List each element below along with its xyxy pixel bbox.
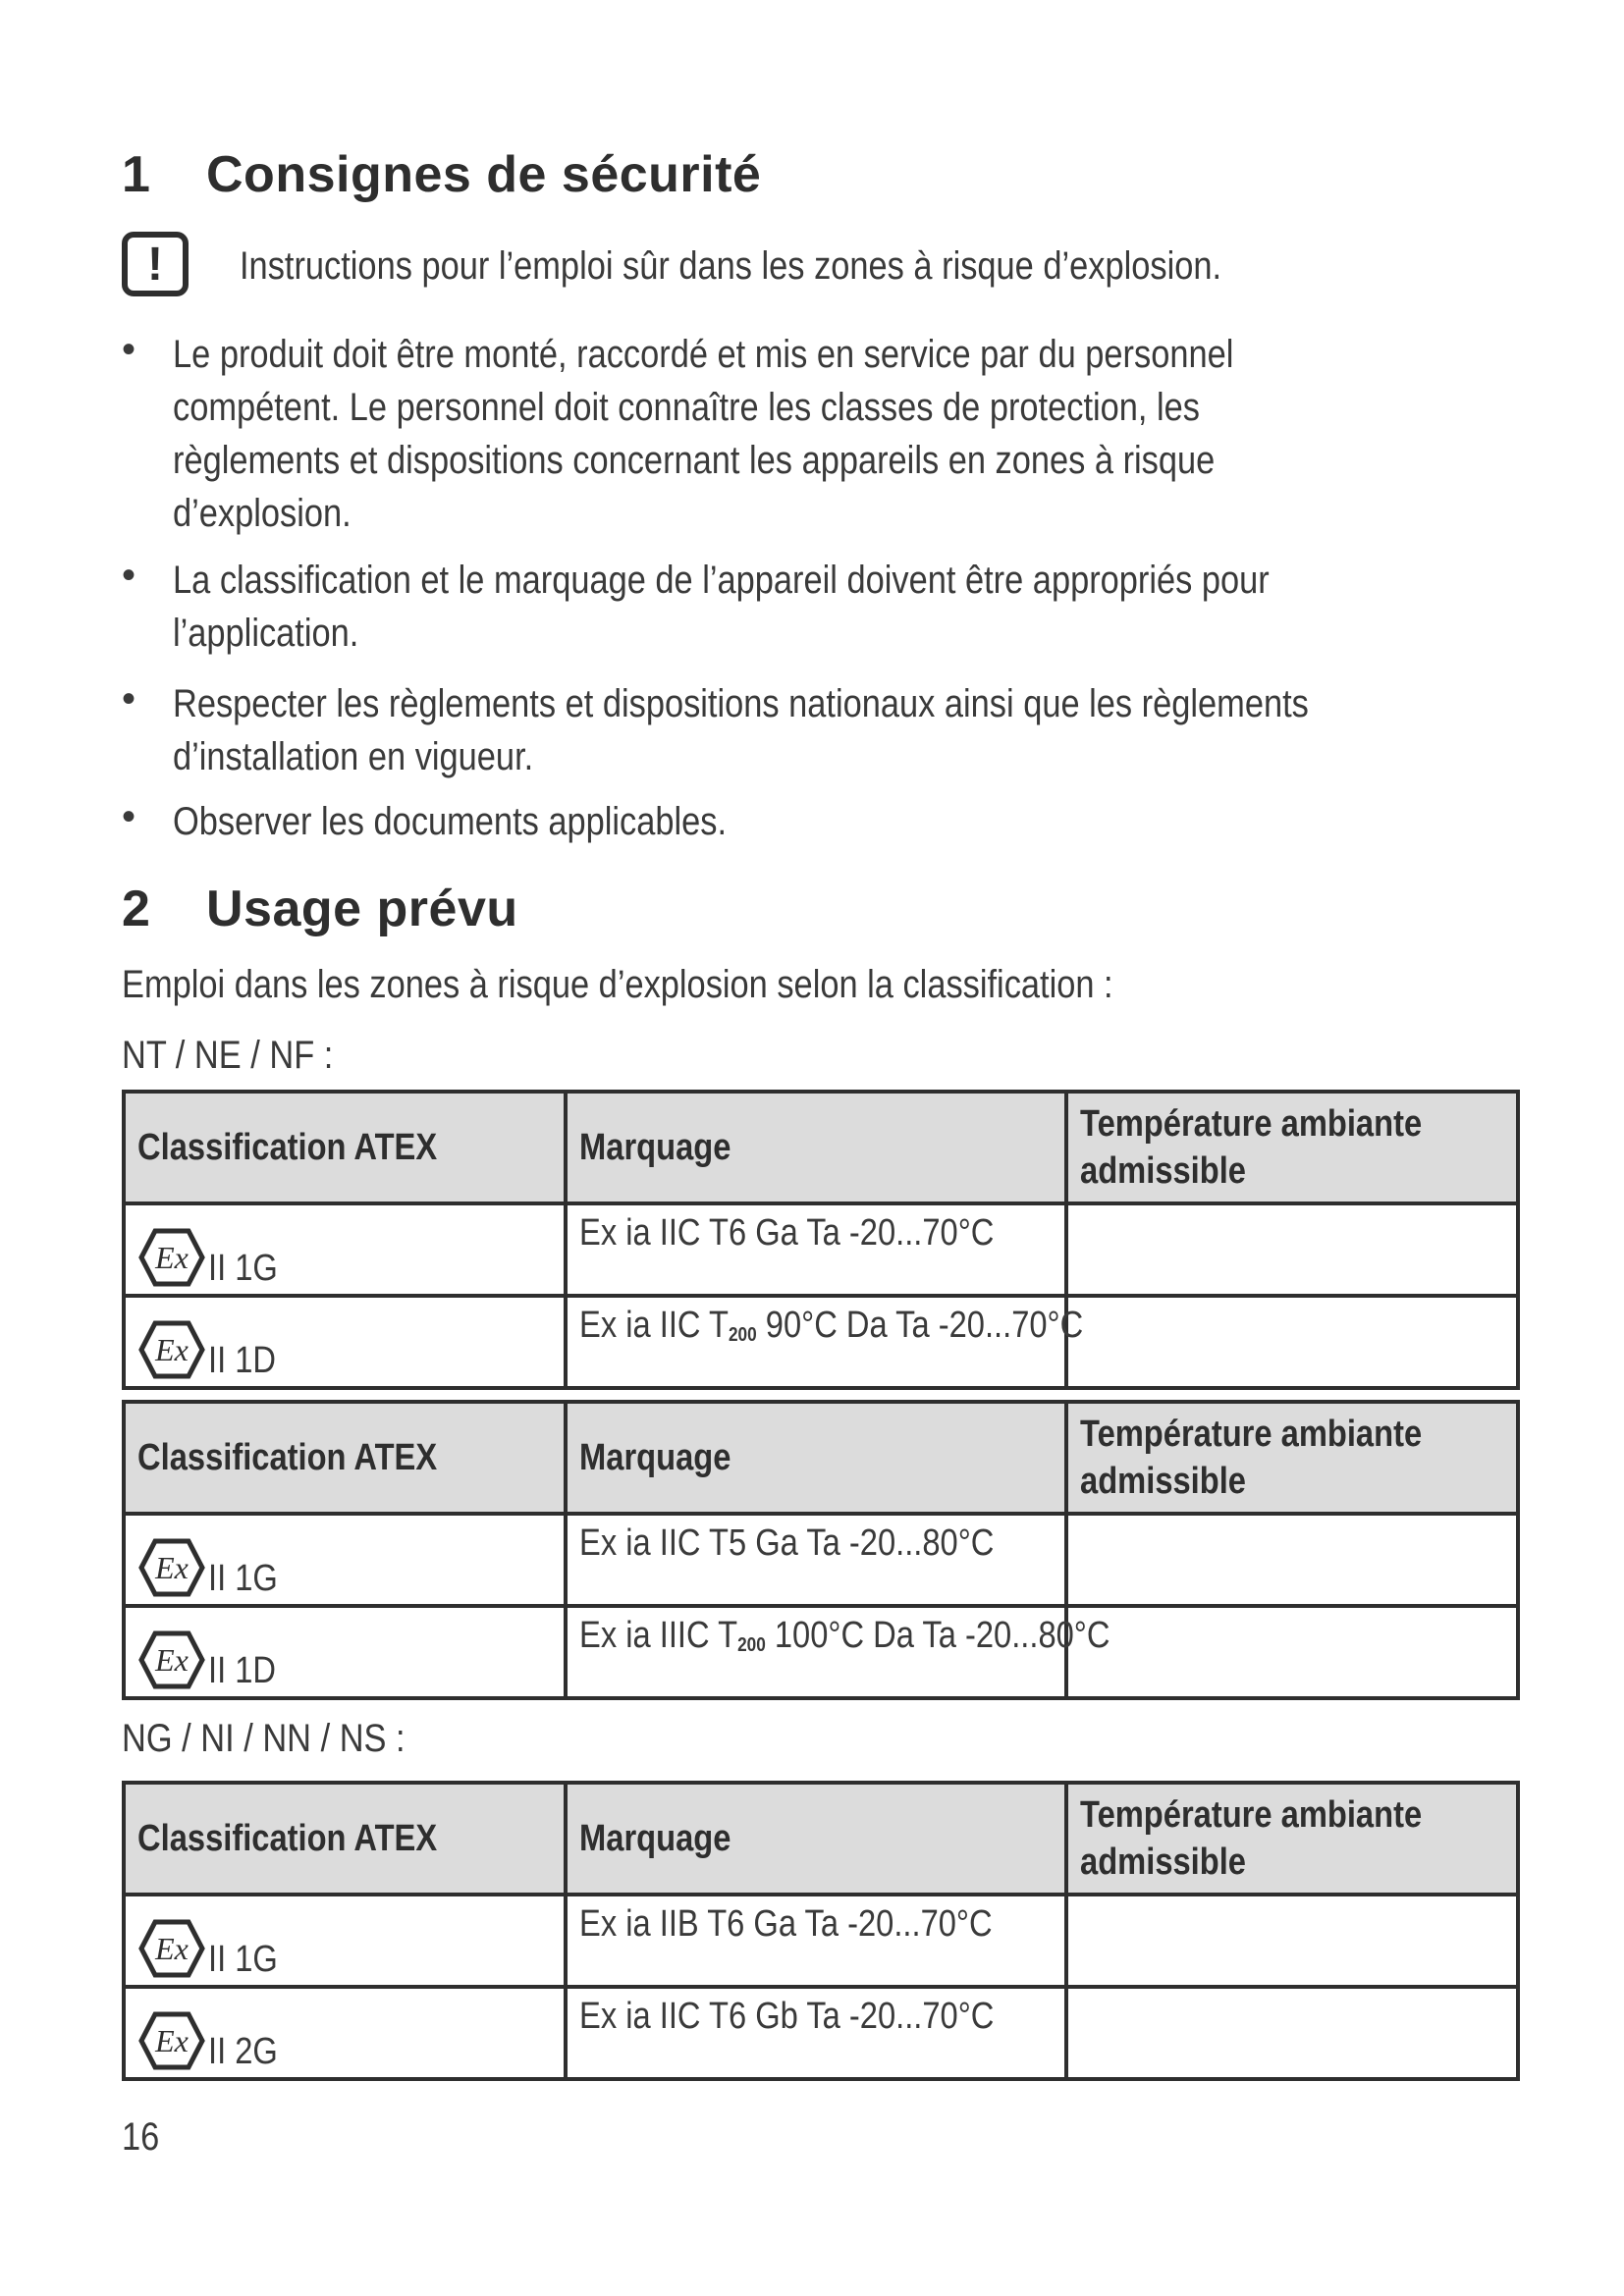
- atex-table-3: [122, 1781, 1520, 2081]
- svg-text:Ex: Ex: [155, 1550, 189, 1585]
- ex-hexagon-icon: [137, 1629, 206, 1690]
- header-temperature: Température ambiante admissible: [1066, 1783, 1518, 1895]
- bullet-1: Le produit doit être monté, raccordé et mis en service par du personnel compétent. Le personnel doit connaître les classes de protection, les règlements et dispositions concernant les appareils en zones à risque d’explosion.: [173, 333, 1234, 535]
- marking-cell: Ex ia IIC T6 Gb Ta -20...70°C: [566, 1987, 1066, 2079]
- temperature-cell: [1066, 1895, 1518, 1987]
- table-header-row: [124, 1783, 1518, 1895]
- table-row: [124, 1514, 1518, 1606]
- bullet-2: La classification et le marquage de l’appareil doivent être appropriés pour l’application.: [173, 559, 1270, 655]
- section-title: Consignes de sécurité: [206, 146, 762, 203]
- header-classification: Classification ATEX: [124, 1092, 566, 1203]
- marking-cell: Ex ia IIIC $T_{200}$ 100°C Da Ta -20...80°C: [566, 1606, 1066, 1698]
- bullet-3: Respecter les règlements et dispositions nationaux ainsi que les règlements d’installation en vigueur.: [173, 682, 1309, 778]
- temperature-cell: [1066, 1203, 1518, 1296]
- header-marking: Marquage: [566, 1783, 1066, 1895]
- classification-cell: Ex II 1G: [124, 1895, 566, 1987]
- section-1-heading: [122, 145, 761, 204]
- bullet-4: Observer les documents applicables.: [173, 800, 728, 843]
- header-marking: Marquage: [566, 1402, 1066, 1514]
- usage-intro: Emploi dans les zones à risque d’explosion selon la classification :: [122, 963, 1113, 1006]
- section-number: 2: [122, 881, 151, 937]
- bullet-icon: •: [122, 328, 136, 371]
- header-classification: Classification ATEX: [124, 1402, 566, 1514]
- bullet-icon: •: [122, 677, 136, 721]
- atex-table-1: [122, 1090, 1520, 1390]
- warning-exclamation-icon: !: [122, 232, 189, 296]
- safety-note: Instructions pour l’emploi sûr dans les zones à risque d’explosion.: [240, 244, 1222, 288]
- section-number: 1: [122, 146, 151, 203]
- atex-table-2: [122, 1400, 1520, 1700]
- section-2-heading: [122, 880, 518, 938]
- classification-cell: Ex II 2G: [124, 1987, 566, 2079]
- bullet-icon: •: [122, 795, 136, 838]
- svg-text:Ex: Ex: [155, 1240, 189, 1275]
- table-header-row: [124, 1092, 1518, 1203]
- header-marking: Marquage: [566, 1092, 1066, 1203]
- ex-hexagon-icon: [137, 1918, 206, 1979]
- classification-cell: Ex II 1D: [124, 1296, 566, 1388]
- table-header-row: [124, 1402, 1518, 1514]
- table-row: [124, 1296, 1518, 1388]
- ex-hexagon-icon: [137, 2010, 206, 2071]
- table-row: [124, 1987, 1518, 2079]
- header-temperature: Température ambiante admissible: [1066, 1402, 1518, 1514]
- svg-text:Ex: Ex: [155, 1642, 189, 1678]
- group-label-ng-ni-nn-ns: NG / NI / NN / NS :: [122, 1717, 406, 1760]
- temperature-cell: [1066, 1296, 1518, 1388]
- classification-cell: Ex II 1D: [124, 1606, 566, 1698]
- marking-cell: Ex ia IIB T6 Ga Ta -20...70°C: [566, 1895, 1066, 1987]
- table-row: [124, 1895, 1518, 1987]
- table-row: [124, 1606, 1518, 1698]
- header-classification: Classification ATEX: [124, 1783, 566, 1895]
- marking-cell: Ex ia IIC $T_{200}$ 90°C Da Ta -20...70°C: [566, 1296, 1066, 1388]
- classification-cell: Ex II 1G: [124, 1514, 566, 1606]
- svg-text:Ex: Ex: [155, 2023, 189, 2058]
- classification-cell: Ex II 1G: [124, 1203, 566, 1296]
- table-row: [124, 1203, 1518, 1296]
- ex-hexagon-icon: [137, 1227, 206, 1288]
- marking-cell: Ex ia IIC T5 Ga Ta -20...80°C: [566, 1514, 1066, 1606]
- temperature-cell: [1066, 1987, 1518, 2079]
- group-label-nt-ne-nf: NT / NE / NF :: [122, 1034, 334, 1077]
- ex-hexagon-icon: [137, 1537, 206, 1598]
- header-temperature: Température ambiante admissible: [1066, 1092, 1518, 1203]
- page-number: 16: [122, 2115, 160, 2159]
- ex-hexagon-icon: [137, 1319, 206, 1380]
- section-title: Usage prévu: [206, 881, 518, 937]
- svg-text:Ex: Ex: [155, 1332, 189, 1367]
- svg-text:Ex: Ex: [155, 1931, 189, 1966]
- bullet-icon: •: [122, 554, 136, 597]
- temperature-cell: [1066, 1514, 1518, 1606]
- marking-cell: Ex ia IIC T6 Ga Ta -20...70°C: [566, 1203, 1066, 1296]
- temperature-cell: [1066, 1606, 1518, 1698]
